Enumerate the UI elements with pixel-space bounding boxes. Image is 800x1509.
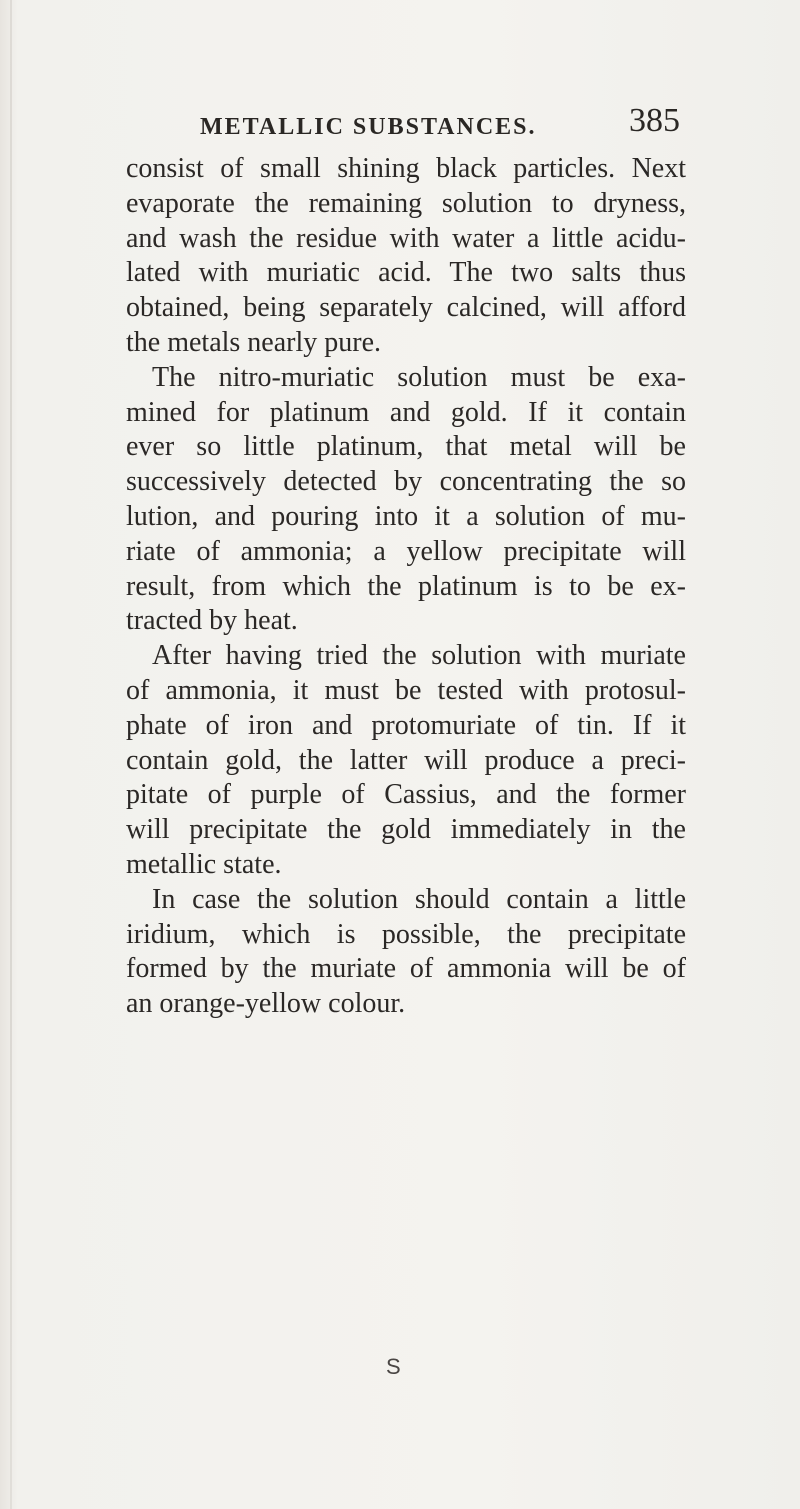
text-line: successively detected by concentrating the so [126, 466, 686, 498]
text-line: will precipitate the gold immediately in the [126, 814, 686, 846]
text-line: and wash the residue with water a little acidu- [126, 222, 686, 254]
paragraph-4 [126, 883, 686, 1022]
text-line: lution, and pouring into it a solution of mu- [126, 500, 686, 532]
text-line: an orange-yellow colour. [126, 988, 406, 1020]
text-line: metallic state. [126, 848, 282, 880]
text-line: formed by the muriate of ammonia will be of [126, 953, 686, 985]
text-line: phate of iron and protomuriate of tin. If it [126, 709, 686, 741]
text-line: the metals nearly pure. [126, 326, 382, 358]
page-header [200, 100, 680, 150]
page-gutter [10, 0, 12, 1509]
text-line: consist of small shining black particles. Next [126, 153, 686, 184]
text-line: iridium, which is possible, the precipitate [126, 918, 686, 950]
text-line: lated with muriatic acid. The two salts thus [126, 257, 686, 289]
text-line: mined for platinum and gold. If it contain [126, 396, 686, 428]
paragraph-2 [126, 361, 686, 639]
paragraph-1 [126, 152, 686, 361]
text-line: After having tried the solution with muriate [152, 640, 686, 672]
text-line: riate of ammonia; a yellow precipitate will [126, 535, 686, 567]
signature-mark: S [386, 1354, 401, 1379]
page-number: 385 [629, 102, 680, 139]
text-line: pitate of purple of Cassius, and the former [126, 779, 686, 811]
text-line: The nitro-muriatic solution must be exa- [152, 361, 686, 393]
text-line: ever so little platinum, that metal will be [126, 431, 686, 463]
text-line: result, from which the platinum is to be ex- [126, 570, 686, 602]
running-head: METALLIC SUBSTANCES. [200, 114, 537, 140]
paragraph-3 [126, 639, 686, 883]
text-line: contain gold, the latter will produce a preci- [126, 744, 686, 776]
text-line: of ammonia, it must be tested with protosul- [126, 674, 686, 706]
text-line: tracted by heat. [126, 605, 298, 637]
body-text [126, 152, 686, 1022]
text-line: obtained, being separately calcined, will afford [126, 292, 686, 324]
text-line: In case the solution should contain a little [152, 883, 686, 915]
text-line: evaporate the remaining solution to dryness, [126, 187, 686, 219]
